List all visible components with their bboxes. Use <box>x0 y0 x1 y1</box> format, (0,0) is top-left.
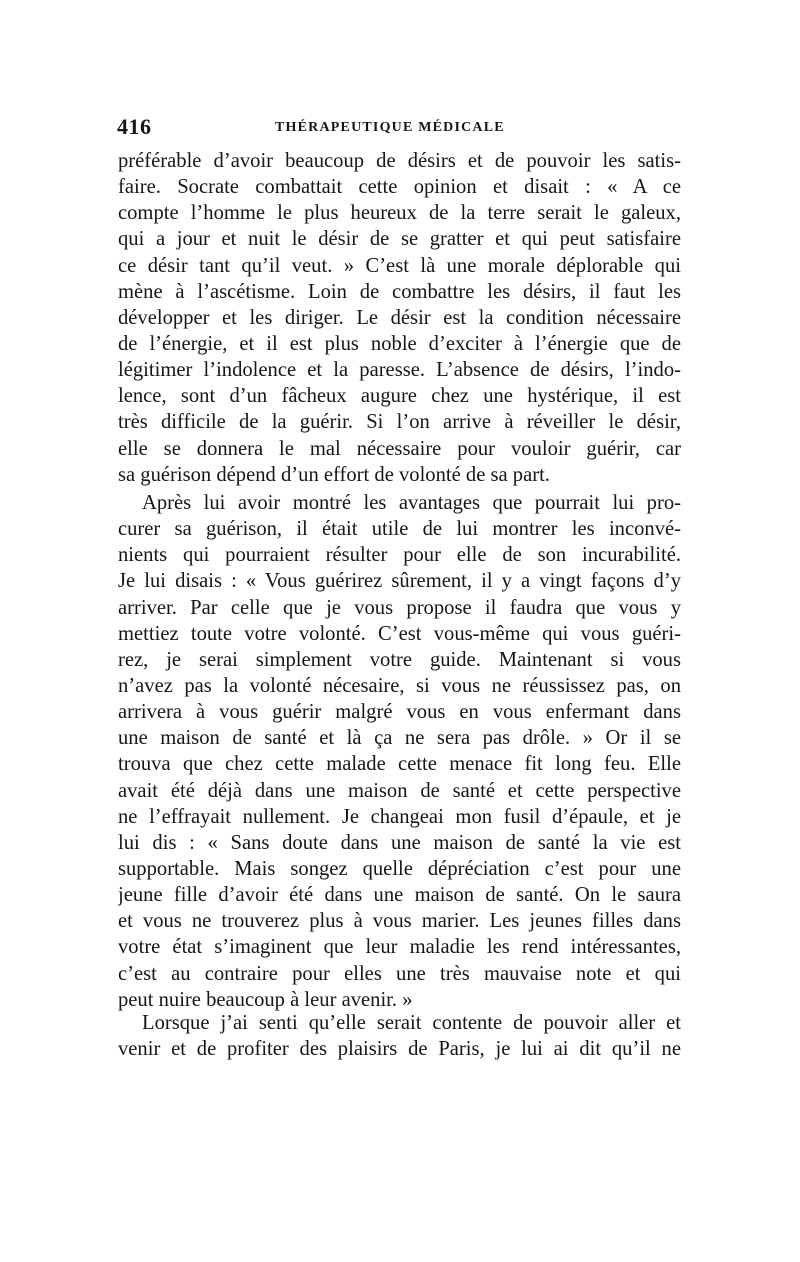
paragraph-3 <box>118 1010 681 1062</box>
text-line: n’avez pas la volonté nécesaire, si vous ne réussissez pas, on <box>118 674 681 697</box>
text-line: rez, je serai simplement votre guide. Maintenant si vous <box>118 648 681 671</box>
text-line: légitimer l’indolence et la paresse. L’absence de désirs, l’indo- <box>118 359 681 382</box>
text-line: lence, sont d’un fâcheux augure chez une hystérique, il est <box>118 385 681 408</box>
text-line: supportable. Mais songez quelle dépréciation c’est pour une <box>118 857 681 880</box>
page-header <box>117 114 682 144</box>
text-line: venir et de profiter des plaisirs de Paris, je lui ai dit qu’il ne <box>118 1038 681 1061</box>
text-line: lui dis : « Sans doute dans une maison de santé la vie est <box>118 831 681 854</box>
running-title: THÉRAPEUTIQUE MÉDICALE <box>275 120 505 135</box>
text-line: Je lui disais : « Vous guérirez sûrement, il y a vingt façons d’y <box>118 570 681 593</box>
text-line: développer et les diriger. Le désir est la condition nécessaire <box>118 306 681 329</box>
text-line: arrivera à vous guérir malgré vous en vous enfermant dans <box>118 701 681 724</box>
text-line: peut nuire beaucoup à leur avenir. » <box>118 988 413 1011</box>
text-line: arriver. Par celle que je vous propose il faudra que vous y <box>118 596 681 619</box>
text-line: mène à l’ascétisme. Loin de combattre les désirs, il faut les <box>118 280 681 303</box>
text-line: sa guérison dépend d’un effort de volonté de sa part. <box>118 463 550 486</box>
text-line: mettiez toute votre volonté. C’est vous-même qui vous guéri- <box>118 622 681 645</box>
text-line: c’est au contraire pour elles une très mauvaise note et qui <box>118 962 681 985</box>
text-line: ce désir tant qu’il veut. » C’est là une morale déplorable qui <box>118 254 681 277</box>
text-line: ne l’effrayait nullement. Je changeai mon fusil d’épaule, et je <box>118 805 681 828</box>
page-number: 416 <box>117 114 152 139</box>
text-line: faire. Socrate combattait cette opinion et disait : « A ce <box>118 176 681 199</box>
text-line: nients qui pourraient résulter pour elle de son incurabilité. <box>118 544 681 567</box>
text-line: compte l’homme le plus heureux de la terre serait le galeux, <box>118 202 681 225</box>
text-line: préférable d’avoir beaucoup de désirs et de pouvoir les satis- <box>118 150 681 172</box>
text-line: Après lui avoir montré les avantages que pourrait lui pro- <box>142 492 681 514</box>
text-line: et vous ne trouverez plus à vous marier. Les jeunes filles dans <box>118 910 681 933</box>
paragraph-1 <box>118 148 681 488</box>
text-line: Lorsque j’ai senti qu’elle serait contente de pouvoir aller et <box>142 1012 681 1034</box>
text-line: curer sa guérison, il était utile de lui montrer les inconvé- <box>118 518 681 541</box>
paragraph-2 <box>118 490 681 1013</box>
text-line: jeune fille d’avoir été dans une maison de santé. On le saura <box>118 884 681 907</box>
text-line: de l’énergie, et il est plus noble d’exciter à l’énergie que de <box>118 332 681 355</box>
text-line: elle se donnera le mal nécessaire pour vouloir guérir, car <box>118 437 681 460</box>
text-line: qui a jour et nuit le désir de se gratter et qui peut satisfaire <box>118 228 681 251</box>
text-line: avait été déjà dans une maison de santé et cette perspective <box>118 779 681 802</box>
text-line: très difficile de la guérir. Si l’on arrive à réveiller le désir, <box>118 411 681 434</box>
text-line: trouva que chez cette malade cette menace fit long feu. Elle <box>118 753 681 776</box>
text-line: une maison de santé et là ça ne sera pas drôle. » Or il se <box>118 727 681 750</box>
text-line: votre état s’imaginent que leur maladie les rend intéressantes, <box>118 936 681 959</box>
